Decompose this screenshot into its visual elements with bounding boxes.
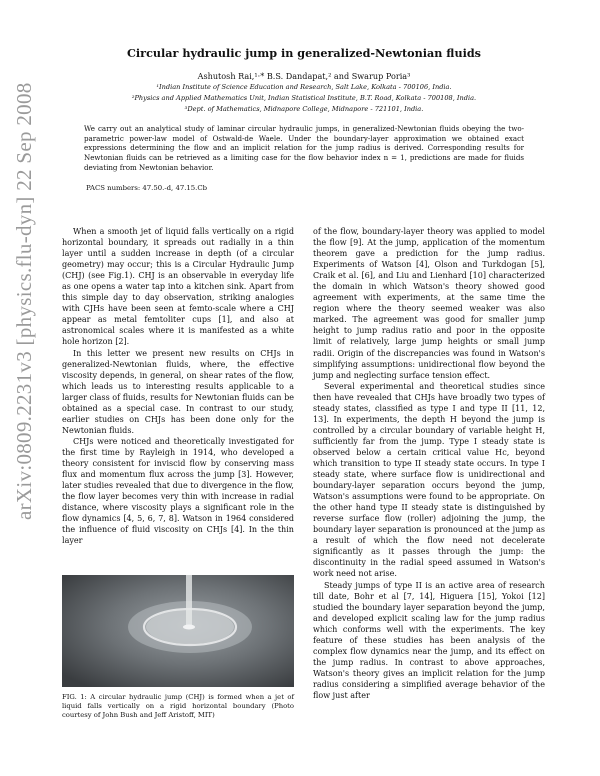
- left-column: [62, 226, 294, 546]
- right-paragraph-2: Several experimental and theoretical studies since then have revealed that CHJs have broadly two types of steady states, classified as type I and type II [11, 12, 13]. In experiments, the depth H beyond the jump is controlled by a circular boundary of variable height H, sufficiently far from the jump. Type I steady state is observed below a certain critical value Hc, beyond which transition to type II steady state occurs. In type I steady state, where surface flow is unidirectional and boundary-layer separation occurs beyond the jump, Watson's assumptions were found to be appropriate. On the other hand type II steady state is distinguished by reverse surface flow (roller) adjoining the jump, the boundary layer separation is pronounced at the jump as a result of which the flow need not decelerate significantly as it passes through the jump: the discontinuity in the radial speed assumed in Watson's work need not arise.: [313, 381, 545, 579]
- abstract: We carry out an analytical study of laminar circular hydraulic jumps, in generalized-Newtonian fluids obeying the two-parametric power-law model of Ostwald-de Waele. Under the boundary-layer approximation we obtained exact expressions determining the flow and an implicit relation for the jump radius is derived. Corresponding results for Newtonian fluids can be retrieved as a limiting case for the flow behavior index n = 1, predictions are made for fluids deviating from Newtonian behavior.: [84, 124, 524, 172]
- right-paragraph-3: Steady jumps of type II is an active area of research till date, Bohr et al [7, 14], Higuera [15], Yokoi [12] studied the boundary layer separation beyond the jump, and developed explicit scaling law for the jump radius which conforms well with the experiments. The key feature of these studies has been analysis of the complex flow dynamics near the jump, and its effect on the jump radius. In contrast to above approaches, Watson's theory gives an implicit relation for the jump radius considering a simplified average behavior of the flow just after: [313, 580, 545, 700]
- figure-1-caption: FIG. 1: A circular hydraulic jump (CHJ) is formed when a jet of liquid falls vertically on a rigid horizontal boundary (Photo courtesy of John Bush and Jeff Aristoff, MIT): [62, 693, 294, 719]
- arxiv-sidebar: [0, 0, 48, 776]
- affiliation-2: ²Physics and Applied Mathematics Unit, Indian Statistical Institute, B.T. Road, Kolkata - 700108, India.: [131, 94, 477, 102]
- arxiv-identifier: arXiv:0809.2231v3 [physics.flu-dyn] 22 Sep 2008: [12, 82, 36, 520]
- paper-title: Circular hydraulic jump in generalized-Newtonian fluids: [127, 46, 481, 60]
- pacs-numbers: PACS numbers: 47.50.-d, 47.15.Cb: [86, 183, 208, 192]
- author-list: Ashutosh Rai,¹·* B.S. Dandapat,² and Swarup Poria³: [197, 71, 411, 81]
- left-paragraph-2: In this letter we present new results on CHJs in generalized-Newtonian fluids, where, the effective viscosity depends, in general, on shear rates of the flow, which leads us to interesting results applicable to a larger class of fluids, results for Newtonian fluids can be obtained as a special case. In contrast to our study, earlier studies on CHJs has been done only for the Newtonian fluids.: [62, 348, 294, 435]
- affiliation-1: ¹Indian Institute of Science Education and Research, Salt Lake, Kolkata - 700106, India.: [156, 83, 452, 91]
- hydraulic-jump-image: [62, 575, 294, 687]
- figure-1-photo: [62, 575, 294, 687]
- paper-header: [62, 46, 546, 192]
- left-paragraph-3: CHJs were noticed and theoretically investigated for the first time by Rayleigh in 1914, who developed a theory consistent for inviscid flow by conserving mass flux and momentum flux across the jump [3]. However, later studies revealed that due to divergence in the flow, the flow layer becomes very thin with increase in radial distance, where viscosity plays a significant role in the flow dynamics [4, 5, 6, 7, 8]. Watson in 1964 considered the influence of fluid viscosity on CHJs [4]. In the thin layer: [62, 436, 294, 546]
- affiliation-3: ³Dept. of Mathematics, Midnapore College, Midnapore - 721101, India.: [184, 105, 424, 113]
- right-paragraph-1: of the flow, boundary-layer theory was applied to model the flow [9]. At the jump, application of the momentum theorem gave a prediction for the jump radius. Experiments of Watson [4], Olson and Turkdogan [5], Craik et al. [6], and Liu and Lienhard [10] characterized the domain in which Watson's theory showed good agreement with experiments, at the same time the region where the theory seemed weaker was also marked. The agreement was good for smaller jump height to jump radius ratio and poor in the opposite limit of relatively, large jump heights or small jump radii. Origin of the discrepancies was found in Watson's simplifying assumptions: unidirectional flow beyond the jump and neglecting surface tension effect.: [313, 227, 545, 380]
- left-paragraph-1: When a smooth jet of liquid falls vertically on a rigid horizontal boundary, it spreads out radially in a thin layer until a sudden increase in depth (of a circular geometry) may occur; this is a Circular Hydraulic Jump (CHJ) (see Fig.1). CHJ is an observable in everyday life as one opens a water tap into a kitchen sink. Apart from this simple day to day observation, striking analogies with CJHs have been seen at femto-scale where a CHJ appear as metal femtoliter cups [1], and also at astronomical scales where it is manifested as a white hole horizon [2].: [62, 227, 294, 347]
- right-column: [313, 226, 545, 701]
